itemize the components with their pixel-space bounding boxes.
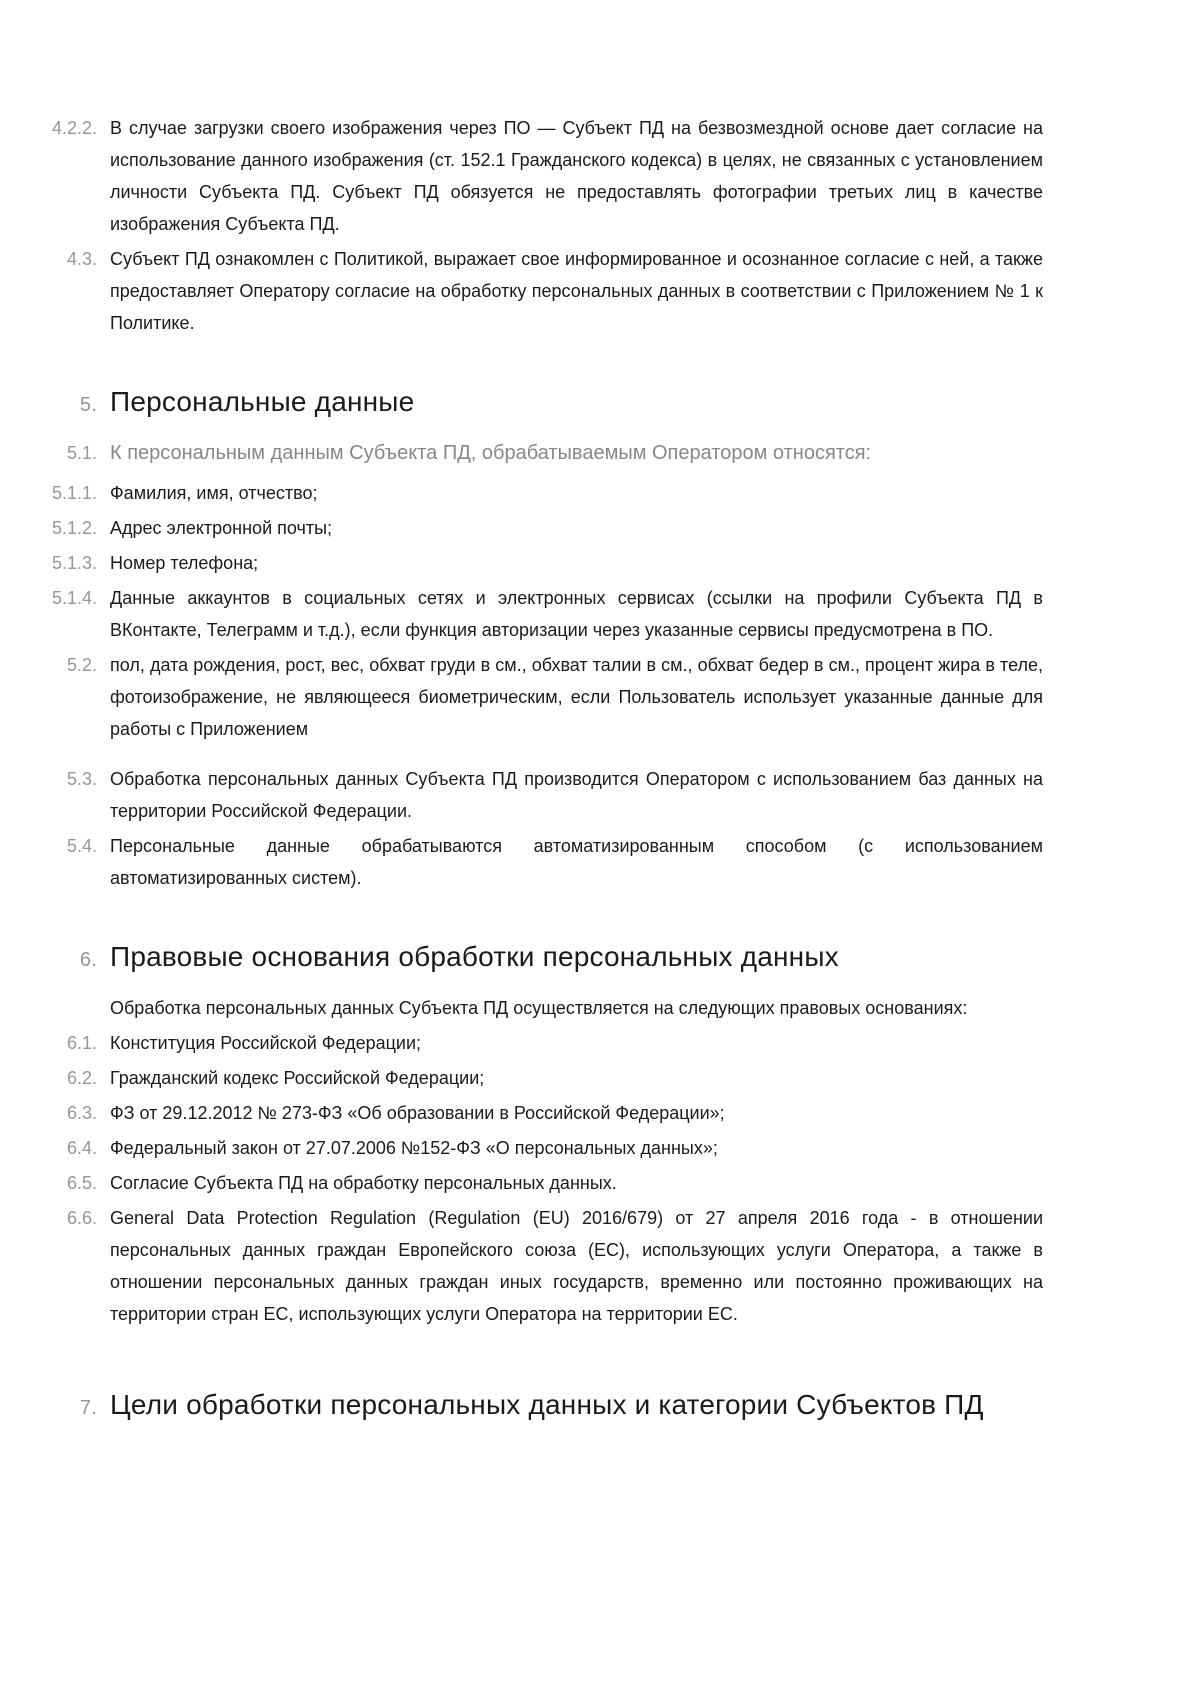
clause-number: 6.5. (66, 1173, 97, 1193)
clause-number: 6.3. (66, 1103, 97, 1123)
clause-number: 5.2. (66, 655, 97, 675)
clause-number: 6.1. (66, 1033, 97, 1053)
clause-number: 5.4. (66, 836, 97, 856)
clause-6-2 (66, 1062, 1043, 1094)
clause-5-1-3 (51, 547, 1043, 579)
clause-number: 5.3. (66, 769, 97, 789)
clause-number: 5.1.3. (51, 553, 97, 573)
clause-text: Адрес электронной почты; (110, 518, 333, 538)
clause-number: 6.2. (66, 1068, 97, 1088)
clause-text: General Data Protection Regulation (Regulation (EU) 2016/679) от 27 апреля 2016 года - в отношении персональных данных граждан Европейского союза (ЕС), использующих услуги Оператора, а также в отношении персональных данных граждан иных государств, временно или постоянно проживающих на территории стран ЕС, использующих услуги Оператора на территории ЕС. (110, 1208, 1043, 1324)
section-title: Цели обработки персональных данных и категории Субъектов ПД (110, 1389, 984, 1420)
clause-number: 5.1. (66, 443, 97, 463)
clause-text: Гражданский кодекс Российской Федерации; (110, 1068, 485, 1088)
clause-text: Персональные данные обрабатываются автоматизированным способом (с использованием автоматизированных систем). (110, 836, 1043, 888)
section-heading-7 (79, 1386, 1043, 1424)
clause-text: В случае загрузки своего изображения через ПО — Субъект ПД на безвозмездной основе дает согласие на использование данного изображения (ст. 152.1 Гражданского кодекса) в целях, не связанных с установлением личности Субъекта ПД. Субъект ПД обязуется не предоставлять фотографии третьих лиц в качестве изображения Субъекта ПД. (110, 118, 1043, 234)
section-heading-6 (79, 938, 1043, 976)
clause-5-2 (66, 649, 1043, 745)
clause-5-3 (66, 763, 1043, 827)
clause-text: Субъект ПД ознакомлен с Политикой, выражает свое информированное и осознанное согласие с ней, а также предоставляет Оператору согласие на обработку персональных данных в соответствии с Приложением № 1 к Политике. (110, 249, 1043, 333)
clause-5-1-4 (51, 582, 1043, 646)
section-title: Персональные данные (110, 386, 415, 417)
clause-text: Согласие Субъекта ПД на обработку персональных данных. (110, 1173, 617, 1193)
clause-6-6 (66, 1202, 1043, 1330)
clause-6-5 (66, 1167, 1043, 1199)
clause-6-intro (110, 992, 1043, 1024)
clause-text: Данные аккаунтов в социальных сетях и электронных сервисах (ссылки на профили Субъекта ПД в ВКонтакте, Телеграмм и т.д.), если функция авторизации через указанные сервисы предусмотрена в ПО. (110, 588, 1043, 640)
section-number: 5. (79, 394, 97, 416)
clause-text: Фамилия, имя, отчество; (110, 483, 318, 503)
clause-text: пол, дата рождения, рост, вес, обхват груди в см., обхват талии в см., обхват бедер в см., процент жира в теле, фотоизображение, не являющееся биометрическим, если Пользователь использует указанные данные для работы с Приложением (110, 655, 1043, 739)
clause-number: 6.4. (66, 1138, 97, 1158)
clause-text: Обработка персональных данных Субъекта ПД осуществляется на следующих правовых основаниях: (110, 998, 968, 1018)
clause-number: 4.2.2. (51, 118, 97, 138)
section-number: 7. (79, 1397, 97, 1419)
clause-number: 5.1.2. (51, 518, 97, 538)
clause-6-3 (66, 1097, 1043, 1129)
clause-text: Обработка персональных данных Субъекта ПД производится Оператором с использованием баз данных на территории Российской Федерации. (110, 769, 1043, 821)
clause-6-1 (66, 1027, 1043, 1059)
clause-text: Номер телефона; (110, 553, 259, 573)
clause-5-1-1 (51, 477, 1043, 509)
clause-5-1-2 (51, 512, 1043, 544)
clause-number: 4.3. (66, 249, 97, 269)
clause-text: Федеральный закон от 27.07.2006 №152-ФЗ «О персональных данных»; (110, 1138, 718, 1158)
clause-4-3 (66, 243, 1043, 339)
clause-5-1 (66, 437, 1043, 469)
clause-text: Конституция Российской Федерации; (110, 1033, 422, 1053)
clause-text: К персональным данным Субъекта ПД, обрабатываемым Оператором относятся: (110, 442, 872, 464)
clause-number: 5.1.1. (51, 483, 97, 503)
section-heading-5 (79, 383, 1043, 421)
clause-text: ФЗ от 29.12.2012 № 273-ФЗ «Об образовании в Российской Федерации»; (110, 1103, 725, 1123)
clause-6-4 (66, 1132, 1043, 1164)
clause-number: 6.6. (66, 1208, 97, 1228)
clause-4-2-2 (51, 112, 1043, 240)
clause-5-4 (66, 830, 1043, 894)
section-title: Правовые основания обработки персональных данных (110, 941, 839, 972)
clause-number: 5.1.4. (51, 588, 97, 608)
section-number: 6. (79, 949, 97, 971)
